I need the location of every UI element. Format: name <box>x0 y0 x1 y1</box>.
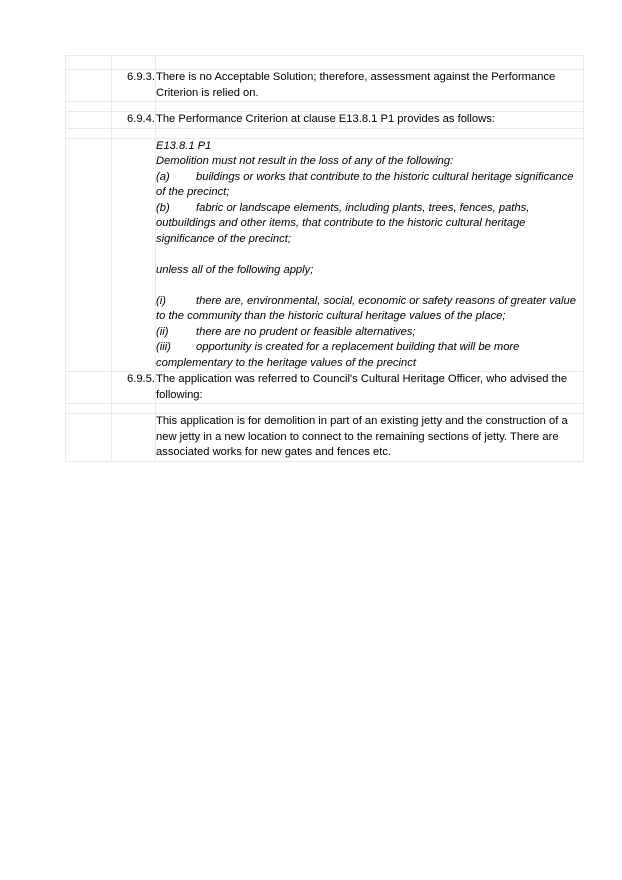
gutter-cell <box>66 414 112 462</box>
number-cell <box>112 414 156 462</box>
quote-line-text: Demolition must not result in the loss of any of the following: <box>156 155 454 167</box>
gutter-cell <box>66 102 112 112</box>
quote-list-item <box>156 294 583 325</box>
quote-blank-line <box>156 247 583 263</box>
quote-line <box>156 139 583 155</box>
body-cell <box>156 56 584 70</box>
clause-table-body <box>66 56 584 462</box>
table-row <box>66 414 584 462</box>
gutter-cell <box>66 112 112 129</box>
number-cell <box>112 404 156 414</box>
body-cell <box>156 404 584 414</box>
quote-list-item <box>156 170 583 201</box>
table-row <box>66 404 584 414</box>
quote-item-text: there are, environmental, social, economic or safety reasons of greater value to the community than the historic cultural heritage values of the place; <box>156 294 576 322</box>
quote-list-item <box>156 340 583 371</box>
quote-item-text: opportunity is created for a replacement building that will be more complementary to the heritage values of the precinct <box>156 341 520 369</box>
table-row <box>66 70 584 102</box>
gutter-cell <box>66 372 112 404</box>
gutter-cell <box>66 128 112 138</box>
clause-text: The application was referred to Council's Cultural Heritage Officer, who advised the following: <box>156 372 584 404</box>
table-row <box>66 102 584 112</box>
clause-number: 6.9.4. <box>112 112 156 129</box>
quote-line-text: unless all of the following apply; <box>156 263 314 276</box>
clause-number: 6.9.5. <box>112 372 156 404</box>
gutter-cell <box>66 70 112 102</box>
quote-item-label: (i) <box>156 294 166 307</box>
number-cell <box>112 128 156 138</box>
performance-criterion-quote <box>156 138 584 372</box>
quote-line <box>156 154 583 170</box>
quote-list-item <box>156 201 583 248</box>
quote-item-label: (ii) <box>156 325 169 338</box>
table-row <box>66 112 584 129</box>
clause-text: There is no Acceptable Solution; therefore, assessment against the Performance Criterion is relied on. <box>156 70 584 102</box>
quote-list-item <box>156 325 583 341</box>
quote-line-text: E13.8.1 P1 <box>156 139 212 152</box>
quote-line <box>156 263 583 279</box>
gutter-cell <box>66 56 112 70</box>
quote-item-label: (iii) <box>156 341 171 353</box>
quote-blank-line <box>156 278 583 294</box>
table-row <box>66 138 584 372</box>
number-cell <box>112 56 156 70</box>
quote-item-text: there are no prudent or feasible alternatives; <box>196 325 416 338</box>
number-cell <box>112 102 156 112</box>
quote-item-label: (a) <box>156 170 170 183</box>
body-cell <box>156 128 584 138</box>
table-row <box>66 128 584 138</box>
number-cell <box>112 138 156 372</box>
clause-number: 6.9.3. <box>112 70 156 102</box>
heritage-officer-advice: This application is for demolition in part of an existing jetty and the construction of a new jetty in a new location to connect to the remaining sections of jetty. There are associated works for new gates and fences etc. <box>156 414 584 462</box>
gutter-cell <box>66 404 112 414</box>
clause-text: The Performance Criterion at clause E13.8.1 P1 provides as follows: <box>156 112 584 129</box>
table-row <box>66 372 584 404</box>
quote-item-text: buildings or works that contribute to the historic cultural heritage significance of the precinct; <box>156 170 574 198</box>
gutter-cell <box>66 138 112 372</box>
body-cell <box>156 102 584 112</box>
quote-item-text: fabric or landscape elements, including plants, trees, fences, paths, outbuildings and other items, that contribute to the historic cultural heritage significance of the precinct; <box>156 201 530 245</box>
clause-table <box>65 55 584 462</box>
quote-item-label: (b) <box>156 201 170 214</box>
table-row <box>66 56 584 70</box>
